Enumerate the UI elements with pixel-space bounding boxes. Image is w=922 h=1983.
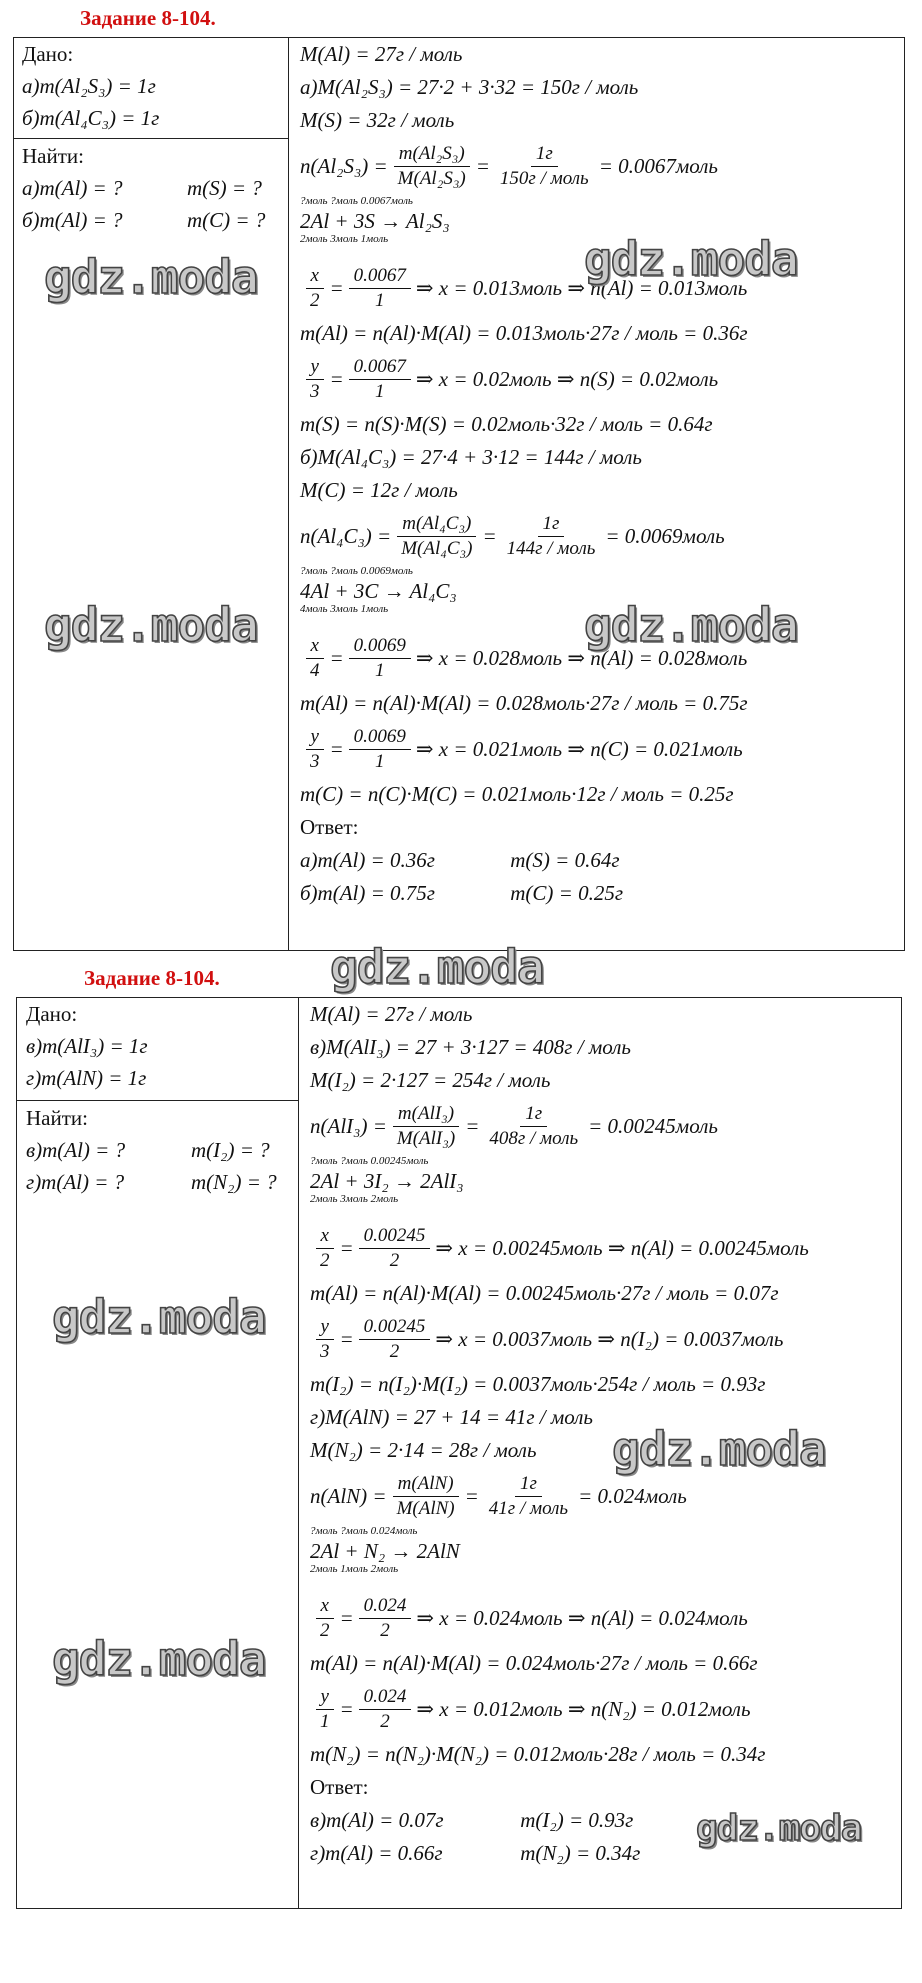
fraction bbox=[349, 264, 411, 313]
numerator: 0.0067 bbox=[349, 264, 411, 289]
solution-line: M(Al) = 27г / моль bbox=[310, 1002, 473, 1026]
moles-formula bbox=[310, 1097, 809, 1155]
equals-sign: = bbox=[339, 1235, 354, 1260]
given-section bbox=[22, 38, 159, 134]
find-row bbox=[26, 1166, 277, 1198]
solution-section bbox=[300, 38, 748, 910]
answer-row bbox=[310, 1837, 809, 1870]
equals-sign: = bbox=[339, 1605, 354, 1630]
numerator: x bbox=[316, 1594, 334, 1619]
formula-lhs: n(AlI₃) = bbox=[310, 1113, 387, 1138]
formula-lhs: n(AlN) = bbox=[310, 1483, 387, 1508]
solution-line: m(Al) = n(Al)·M(Al) = 0.024моль·27г / моль = 0.66г bbox=[310, 1651, 758, 1675]
fraction bbox=[349, 634, 411, 683]
given-label: Дано: bbox=[22, 42, 74, 66]
given-section bbox=[26, 998, 148, 1094]
answer-item: m(S) = 0.64г bbox=[510, 848, 620, 872]
denominator: 3 bbox=[320, 1340, 330, 1362]
watermark: gdz.moda bbox=[584, 232, 798, 286]
find-label: Найти: bbox=[22, 144, 84, 168]
fraction bbox=[502, 512, 601, 561]
watermark: gdz.moda bbox=[52, 1290, 266, 1344]
watermark: gdz.moda bbox=[44, 598, 258, 652]
equation-moles-bottom: 2моль 3моль 1моль bbox=[300, 233, 389, 245]
answer-item: в)m(Al) = 0.07г bbox=[310, 1808, 444, 1832]
proportion-result: ⇒ x = 0.02моль ⇒ n(S) = 0.02моль bbox=[415, 366, 719, 391]
denominator: 4 bbox=[310, 659, 320, 681]
proportion bbox=[300, 720, 748, 778]
denominator: 3 bbox=[310, 750, 320, 772]
solution-line: M(Al) = 27г / моль bbox=[300, 42, 463, 66]
equals-sign: = bbox=[339, 1326, 354, 1351]
solution-line: M(C) = 12г / моль bbox=[300, 478, 458, 502]
denominator: 408г / моль bbox=[489, 1127, 579, 1149]
find-item: m(S) = ? bbox=[187, 176, 262, 200]
numerator: 0.024 bbox=[359, 1685, 412, 1710]
find-item: m(I₂) = ? bbox=[191, 1138, 270, 1162]
watermark: gdz.moda bbox=[330, 940, 544, 994]
answer-label: Ответ: bbox=[310, 1775, 369, 1799]
denominator: 1 bbox=[375, 289, 385, 311]
answer-item: а)m(Al) = 0.36г bbox=[300, 848, 435, 872]
equals-sign: = bbox=[329, 645, 344, 670]
reaction-equation bbox=[310, 1155, 809, 1219]
denominator: 2 bbox=[389, 1249, 400, 1271]
answer-item: m(N₂) = 0.34г bbox=[520, 1841, 641, 1865]
task-title: Задание 8-104. bbox=[80, 6, 216, 30]
fraction bbox=[495, 142, 594, 191]
equation-text: 4Al + 3C → Al₄C₃ bbox=[300, 579, 457, 603]
denominator: M(Al₂S₃) bbox=[397, 167, 466, 189]
fraction bbox=[359, 1315, 431, 1364]
proportion-result: ⇒ x = 0.012моль ⇒ n(N₂) = 0.012моль bbox=[416, 1696, 751, 1721]
proportion bbox=[300, 350, 748, 408]
reaction-equation bbox=[300, 565, 748, 629]
fraction bbox=[315, 1594, 335, 1643]
find-row bbox=[26, 1134, 277, 1166]
denominator: 2 bbox=[380, 1710, 390, 1732]
find-item: в)m(Al) = ? bbox=[26, 1138, 126, 1162]
numerator: 1г bbox=[515, 1472, 542, 1497]
numerator: 0.0067 bbox=[349, 355, 411, 380]
fraction bbox=[484, 1102, 583, 1151]
proportion-result: ⇒ x = 0.028моль ⇒ n(Al) = 0.028моль bbox=[415, 645, 748, 670]
fraction bbox=[349, 725, 411, 774]
fraction bbox=[315, 1685, 335, 1734]
given-item: в)m(AlI₃) = 1г bbox=[26, 1034, 148, 1058]
denominator: M(AlN) bbox=[396, 1497, 455, 1519]
numerator: m(Al₂S₃) bbox=[394, 142, 470, 167]
denominator: 2 bbox=[320, 1249, 330, 1271]
watermark: gdz.moda bbox=[696, 1808, 862, 1849]
solution-line: M(S) = 32г / моль bbox=[300, 108, 455, 132]
equals-sign: = bbox=[329, 736, 344, 761]
solution-line: M(I₂) = 2·127 = 254г / моль bbox=[310, 1068, 551, 1092]
denominator: 2 bbox=[380, 1619, 390, 1641]
answer-item: m(C) = 0.25г bbox=[510, 881, 624, 905]
solution-line: а)M(Al₂S₃) = 27·2 + 3·32 = 150г / моль bbox=[300, 75, 639, 99]
fraction bbox=[315, 1224, 335, 1273]
denominator: 2 bbox=[389, 1340, 400, 1362]
denominator: M(Al₄C₃) bbox=[401, 537, 473, 559]
denominator: 1 bbox=[320, 1710, 330, 1732]
equation-text: 2Al + 3I₂ → 2AlI₃ bbox=[310, 1169, 464, 1193]
solution-line: m(Al) = n(Al)·M(Al) = 0.00245моль·27г / моль = 0.07г bbox=[310, 1281, 779, 1305]
proportion bbox=[310, 1219, 809, 1277]
find-row bbox=[22, 204, 265, 236]
fraction bbox=[305, 264, 325, 313]
answer-row bbox=[310, 1804, 809, 1837]
numerator: 0.0069 bbox=[349, 725, 411, 750]
find-label: Найти: bbox=[26, 1106, 88, 1130]
equation-moles-top: ?моль ?моль 0.024моль bbox=[310, 1525, 418, 1537]
equation-moles-bottom: 2моль 3моль 2моль bbox=[310, 1193, 399, 1205]
equals-sign: = bbox=[329, 275, 344, 300]
numerator: x bbox=[316, 1224, 334, 1249]
numerator: y bbox=[316, 1315, 334, 1340]
find-row bbox=[22, 172, 265, 204]
fraction bbox=[305, 634, 325, 683]
answer-item: б)m(Al) = 0.75г bbox=[300, 881, 435, 905]
proportion-result: ⇒ x = 0.0037моль ⇒ n(I₂) = 0.0037моль bbox=[435, 1326, 784, 1351]
numerator: m(Al₄C₃) bbox=[397, 512, 476, 537]
numerator: x bbox=[306, 634, 324, 659]
find-item: г)m(Al) = ? bbox=[26, 1170, 125, 1194]
numerator: m(AlI₃) bbox=[393, 1102, 459, 1127]
reaction-equation bbox=[310, 1525, 809, 1589]
equals-sign: = bbox=[329, 366, 344, 391]
formula-lhs: n(Al₂S₃) = bbox=[300, 153, 388, 178]
formula-rhs: = 0.024моль bbox=[578, 1483, 687, 1508]
moles-formula bbox=[310, 1467, 809, 1525]
solution-line: m(I₂) = n(I₂)·M(I₂) = 0.0037моль·254г / моль = 0.93г bbox=[310, 1372, 766, 1396]
numerator: 1г bbox=[538, 512, 565, 537]
solution-line: m(C) = n(C)·M(C) = 0.021моль·12г / моль = 0.25г bbox=[300, 782, 734, 806]
solution-line: M(N₂) = 2·14 = 28г / моль bbox=[310, 1438, 537, 1462]
numerator: 1г bbox=[520, 1102, 547, 1127]
numerator: y bbox=[306, 355, 324, 380]
find-section bbox=[26, 1102, 277, 1198]
equals-sign: = bbox=[465, 1113, 480, 1138]
moles-formula bbox=[300, 507, 748, 565]
fraction bbox=[305, 725, 325, 774]
numerator: y bbox=[306, 725, 324, 750]
fraction bbox=[359, 1594, 412, 1643]
equals-sign: = bbox=[339, 1696, 354, 1721]
given-item: б)m(Al₄C₃) = 1г bbox=[22, 106, 160, 130]
given-divider bbox=[16, 1100, 299, 1101]
denominator: 150г / моль bbox=[499, 167, 589, 189]
proportion bbox=[300, 629, 748, 687]
column-divider bbox=[298, 997, 299, 1909]
equals-sign: = bbox=[464, 1483, 479, 1508]
denominator: 2 bbox=[310, 289, 320, 311]
task-title: Задание 8-104. bbox=[84, 966, 220, 990]
formula-rhs: = 0.00245моль bbox=[588, 1113, 718, 1138]
fraction bbox=[359, 1224, 431, 1273]
fraction bbox=[315, 1315, 335, 1364]
proportion bbox=[310, 1680, 809, 1738]
denominator: 144г / моль bbox=[506, 537, 596, 559]
numerator: y bbox=[316, 1685, 334, 1710]
find-item: а)m(Al) = ? bbox=[22, 176, 123, 200]
equation-moles-top: ?моль ?моль 0.00245моль bbox=[310, 1155, 429, 1167]
watermark: gdz.moda bbox=[612, 1422, 826, 1476]
fraction bbox=[392, 1472, 460, 1521]
numerator: 1г bbox=[531, 142, 558, 167]
answer-label: Ответ: bbox=[300, 815, 359, 839]
numerator: 0.0069 bbox=[349, 634, 411, 659]
proportion-result: ⇒ x = 0.00245моль ⇒ n(Al) = 0.00245моль bbox=[435, 1235, 809, 1260]
find-section bbox=[22, 140, 265, 236]
solution-line: m(Al) = n(Al)·M(Al) = 0.028моль·27г / моль = 0.75г bbox=[300, 691, 748, 715]
answer-item: m(I₂) = 0.93г bbox=[520, 1808, 634, 1832]
equals-sign: = bbox=[475, 153, 490, 178]
given-divider bbox=[13, 138, 289, 139]
answer-item: г)m(Al) = 0.66г bbox=[310, 1841, 443, 1865]
formula-rhs: = 0.0067моль bbox=[598, 153, 718, 178]
numerator: x bbox=[306, 264, 324, 289]
solution-line: m(N₂) = n(N₂)·M(N₂) = 0.012моль·28г / моль = 0.34г bbox=[310, 1742, 766, 1766]
proportion bbox=[310, 1310, 809, 1368]
denominator: 1 bbox=[375, 659, 385, 681]
proportion bbox=[300, 259, 748, 317]
fraction bbox=[393, 142, 471, 191]
find-item: m(N₂) = ? bbox=[191, 1170, 277, 1194]
denominator: 41г / моль bbox=[488, 1497, 569, 1519]
numerator: 0.00245 bbox=[359, 1224, 431, 1249]
denominator: 1 bbox=[375, 380, 385, 402]
formula-rhs: = 0.0069моль bbox=[605, 523, 725, 548]
numerator: m(AlN) bbox=[393, 1472, 459, 1497]
given-item: а)m(Al₂S₃) = 1г bbox=[22, 74, 156, 98]
solution-line: в)M(AlI₃) = 27 + 3·127 = 408г / моль bbox=[310, 1035, 631, 1059]
proportion bbox=[310, 1589, 809, 1647]
proportion-result: ⇒ x = 0.024моль ⇒ n(Al) = 0.024моль bbox=[416, 1605, 748, 1630]
fraction bbox=[484, 1472, 573, 1521]
watermark: gdz.moda bbox=[44, 250, 258, 304]
column-divider bbox=[288, 37, 289, 951]
solution-line: m(Al) = n(Al)·M(Al) = 0.013моль·27г / моль = 0.36г bbox=[300, 321, 748, 345]
equation-text: 2Al + N₂ → 2AlN bbox=[310, 1539, 460, 1563]
solution-line: г)M(AlN) = 27 + 14 = 41г / моль bbox=[310, 1405, 593, 1429]
given-label: Дано: bbox=[26, 1002, 78, 1026]
moles-formula bbox=[300, 137, 748, 195]
reaction-equation bbox=[300, 195, 748, 259]
equation-text: 2Al + 3S → Al₂S₃ bbox=[300, 209, 450, 233]
equals-sign: = bbox=[482, 523, 497, 548]
watermark: gdz.moda bbox=[584, 598, 798, 652]
equation-moles-bottom: 4моль 3моль 1моль bbox=[300, 603, 389, 615]
equation-moles-top: ?моль ?моль 0.0067моль bbox=[300, 195, 413, 207]
solution-section bbox=[310, 998, 809, 1870]
numerator: 0.024 bbox=[359, 1594, 412, 1619]
proportion-result: ⇒ x = 0.013моль ⇒ n(Al) = 0.013моль bbox=[415, 275, 748, 300]
given-item: г)m(AlN) = 1г bbox=[26, 1066, 147, 1090]
proportion-result: ⇒ x = 0.021моль ⇒ n(C) = 0.021моль bbox=[415, 736, 743, 761]
watermark: gdz.moda bbox=[52, 1632, 266, 1686]
fraction bbox=[359, 1685, 412, 1734]
denominator: 2 bbox=[320, 1619, 330, 1641]
solution-line: б)M(Al₄C₃) = 27·4 + 3·12 = 144г / моль bbox=[300, 445, 642, 469]
fraction bbox=[305, 355, 325, 404]
denominator: 1 bbox=[375, 750, 385, 772]
formula-lhs: n(Al₄C₃) = bbox=[300, 523, 392, 548]
answer-row bbox=[300, 844, 748, 877]
equation-moles-top: ?моль ?моль 0.0069моль bbox=[300, 565, 413, 577]
equation-moles-bottom: 2моль 1моль 2моль bbox=[310, 1563, 399, 1575]
fraction bbox=[392, 1102, 460, 1151]
answer-row bbox=[300, 877, 748, 910]
numerator: 0.00245 bbox=[359, 1315, 431, 1340]
fraction bbox=[396, 512, 477, 561]
find-item: m(C) = ? bbox=[187, 208, 266, 232]
solution-line: m(S) = n(S)·M(S) = 0.02моль·32г / моль = 0.64г bbox=[300, 412, 713, 436]
find-item: б)m(Al) = ? bbox=[22, 208, 123, 232]
denominator: 3 bbox=[310, 380, 320, 402]
denominator: M(AlI₃) bbox=[396, 1127, 456, 1149]
fraction bbox=[349, 355, 411, 404]
